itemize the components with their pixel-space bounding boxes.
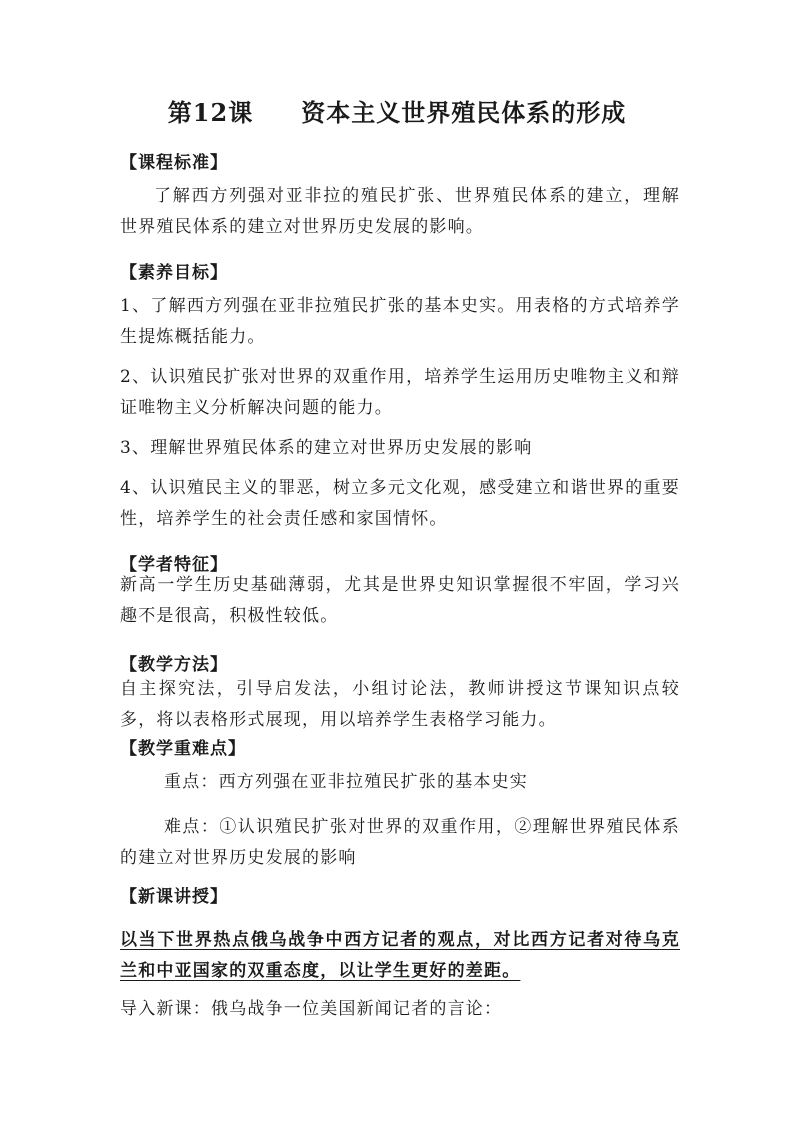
newlesson-intro: 导入新课：俄乌战争一位美国新闻记者的言论： — [120, 999, 503, 1019]
curriculum-text: 了解西方列强对亚非拉的殖民扩张、世界殖民体系的建立，理解世界殖民体系的建立对世界历史发展的影响。 — [120, 186, 680, 237]
heading-newlesson: 【新课讲授】 — [120, 887, 228, 907]
literacy-item-4: 4、认识殖民主义的罪恶，树立多元文化观，感受建立和谐世界的重要性，培养学生的社会责任感和家国情怀。 — [120, 478, 680, 529]
newlesson-emphasis: 以当下世界热点俄乌战争中西方记者的观点，对比西方记者对待乌克兰和中亚国家的双重态度，以让学生更好的差距。 — [120, 930, 680, 981]
heading-literacy: 【素养目标】 — [120, 263, 228, 283]
lesson-name: 资本主义世界殖民体系的形成 — [301, 98, 627, 127]
literacy-item-2: 2、认识殖民扩张对世界的双重作用，培养学生运用历史唯物主义和辩证唯物主义分析解决问题的能力。 — [120, 367, 680, 418]
heading-curriculum: 【课程标准】 — [120, 153, 228, 173]
hard-point: 难点：①认识殖民扩张对世界的双重作用，②理解世界殖民体系的建立对世界历史发展的影响 — [120, 817, 680, 868]
literacy-item-1: 1、了解西方列强在亚非拉殖民扩张的基本史实。用表格的方式培养学生提炼概括能力。 — [120, 296, 680, 347]
lesson-number: 第12课 — [167, 98, 254, 127]
methods-text: 自主探究法，引导启发法，小组讨论法，教师讲授这节课知识点较多，将以表格形式展现，用以培养学生表格学习能力。 — [120, 679, 680, 730]
heading-keypoints: 【教学重难点】 — [120, 739, 246, 759]
key-point: 重点：西方列强在亚非拉殖民扩张的基本史实 — [164, 772, 528, 792]
heading-learners: 【学者特征】 — [120, 555, 228, 575]
heading-methods: 【教学方法】 — [120, 655, 228, 675]
learners-text: 新高一学生历史基础薄弱，尤其是世界史知识掌握很不牢固，学习兴趣不是很高，积极性较低。 — [120, 575, 680, 626]
literacy-item-3: 3、理解世界殖民体系的建立对世界历史发展的影响 — [120, 438, 533, 458]
lesson-title — [0, 93, 794, 128]
